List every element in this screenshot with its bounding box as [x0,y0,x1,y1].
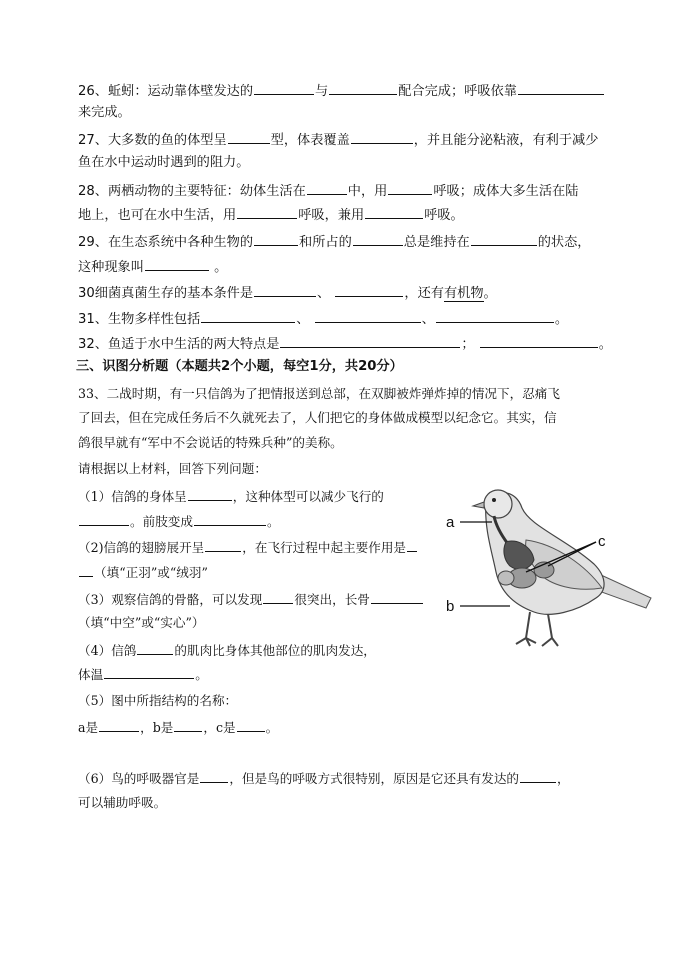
q29-blank-4[interactable] [145,256,209,271]
q33-3-blank-1[interactable] [263,589,293,604]
q33-sub-1: （1）信鸽的身体呈 ，这种体型可以减少飞行的 [78,486,384,507]
q26-blank-1[interactable] [254,80,314,95]
q33-1-blank-2[interactable] [79,511,129,526]
question-27-cont: 鱼在水中运动时遇到的阻力。 [78,155,250,170]
q29-blank-3[interactable] [471,231,537,246]
q33-1-blank-3[interactable] [194,511,266,526]
question-32: 32、鱼适于水中生活的两大特点是 ； 。 [78,333,612,355]
q30-blank-2[interactable] [335,282,403,297]
q33-sub-2-cont: （填“正羽”或“绒羽” [78,562,208,583]
q33-2-blank-2a[interactable] [407,537,417,552]
question-26-cont: 来完成。 [78,105,131,120]
q33-4-blank-1[interactable] [137,640,173,655]
q32-blank-1[interactable] [280,333,460,348]
q33-3-blank-2[interactable] [371,589,423,604]
q28-blank-3[interactable] [237,204,297,219]
question-28-cont: 地上，也可在水中生活，用 呼吸，兼用 呼吸。 [78,204,464,226]
question-29: 29、在生态系统中各种生物的 和所占的 总是维持在 的状态， [78,231,590,253]
q28-blank-1[interactable] [307,180,347,195]
q31-blank-2[interactable] [315,308,421,323]
q30-blank-1[interactable] [254,282,316,297]
q29-blank-2[interactable] [353,231,403,246]
q33-sub-5-cont: a是 ，b是 ，c是 。 [78,717,278,738]
q28-blank-4[interactable] [365,204,423,219]
question-30: 30细菌真菌生存的基本条件是 、 ，还有有机物。 [78,282,497,304]
q31-blank-1[interactable] [201,308,295,323]
figure-label-a: a [446,514,455,531]
question-27: 27、大多数的鱼的体型呈 型，体表覆盖 ，并且能分泌粘液，有利于减少 [78,129,598,151]
q26-blank-3[interactable] [518,80,604,95]
q33-6-blank-2[interactable] [520,768,556,783]
q33-5-blank-a[interactable] [99,717,139,732]
q33-sub-6-cont: 可以辅助呼吸。 [78,795,167,810]
q33-6-blank-1[interactable] [200,768,228,783]
q33-2-blank-1[interactable] [205,537,241,552]
q29-blank-1[interactable] [254,231,298,246]
q33-sub-3-cont: （填“中空”或“实心”） [78,615,205,630]
pigeon-anatomy-figure [446,480,656,655]
q33-sub-4-cont: 体温 。 [78,664,208,685]
q33-4-blank-2[interactable] [104,664,194,679]
section-3-title: 三、识图分析题（本题共2个小题，每空1分，共20分） [76,359,403,374]
question-29-cont: 这种现象叫 。 [78,256,227,278]
q33-intro-3: 鸽很早就有“军中不会说话的特殊兵种”的美称。 [78,435,343,450]
q33-intro-2: 了回去，但在完成任务后不久就死去了，人们把它的身体做成模型以纪念它。其实，信 [78,410,557,425]
q33-5-blank-b[interactable] [174,717,202,732]
q26-blank-2[interactable] [329,80,397,95]
q33-sub-5: （5）图中所指结构的名称： [78,693,238,708]
q33-5-blank-c[interactable] [237,717,265,732]
pigeon-anatomy-icon [473,490,651,646]
q33-prompt: 请根据以上材料，回答下列问题： [78,461,267,476]
q33-sub-3: （3）观察信鸽的骨骼，可以发现 很突出，长骨 [78,589,424,610]
q32-blank-2[interactable] [480,333,598,348]
question-28: 28、两栖动物的主要特征：幼体生活在 中，用 呼吸；成体大多生活在陆 [78,180,578,202]
q33-1-blank-1[interactable] [188,486,232,501]
q33-sub-2: （2)信鸽的翅膀展开呈 ，在飞行过程中起主要作用是 [78,537,418,558]
q33-sub-6: （6）鸟的呼吸器官是 ，但是鸟的呼吸方式很特别，原因是它还具有发达的 ， [78,768,570,789]
q27-blank-1[interactable] [228,129,270,144]
q31-blank-3[interactable] [436,308,554,323]
q33-sub-4: （4）信鸽 的肌肉比身体其他部位的肌肉发达， [78,640,376,661]
q33-2-blank-2b[interactable] [79,562,93,577]
q27-blank-2[interactable] [351,129,413,144]
figure-label-c: c [598,533,606,550]
question-31: 31、生物多样性包括 、 、 。 [78,308,568,330]
q33-intro-1: 33、二战时期，有一只信鸽为了把情报送到总部，在双脚被炸弹炸掉的情况下，忍痛飞 [78,386,560,401]
question-26: 26、蚯蚓：运动靠体壁发达的 与 配合完成；呼吸依靠 [78,80,605,102]
q30-underlined-text: 有机物 [443,286,484,301]
q33-sub-1-cont: 。前肢变成 。 [78,511,280,532]
q28-blank-2[interactable] [388,180,432,195]
figure-label-b: b [446,598,455,615]
